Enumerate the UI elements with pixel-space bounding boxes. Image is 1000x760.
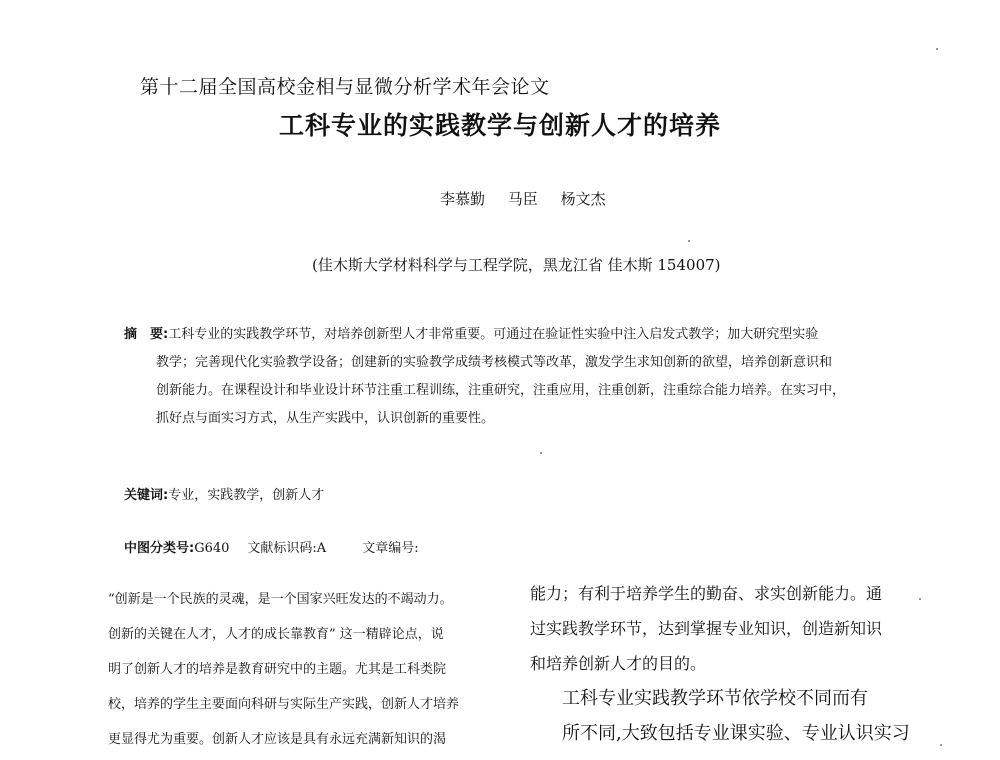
classification-info <box>124 537 419 556</box>
abstract <box>124 321 924 433</box>
author-list <box>440 188 624 209</box>
scan-speck <box>919 598 921 600</box>
affiliation: (佳木斯大学材料科学与工程学院，黑龙江省 佳木斯 154007) <box>312 256 721 274</box>
doc-code-value: A <box>316 541 327 556</box>
abstract-label: 摘 要: <box>124 327 169 342</box>
body-column-right <box>530 576 930 751</box>
scan-speck <box>540 452 542 454</box>
keywords-label: 关键词: <box>124 488 169 503</box>
author-name: 李慕勤 <box>440 190 486 208</box>
scan-speck <box>688 240 690 242</box>
abstract-line: 抓好点与面实习方式，从生产实践中，认识创新的重要性。 <box>156 411 495 426</box>
keywords <box>124 484 324 503</box>
body-line: 更显得尤为重要。创新人才应该是具有永远充满新知识的渴 <box>108 732 447 747</box>
body-line: “创新是一个民族的灵魂，是一个国家兴旺发达的不竭动力。 <box>108 592 453 607</box>
article-no-label: 文章编号: <box>362 541 419 556</box>
scan-speck <box>940 744 942 746</box>
body-column-left <box>108 582 508 757</box>
abstract-line: 教学；完善现代化实验教学设备；创建新的实验教学成绩考核模式等改革，激发学生求知创新的欲望，培养创新意识和 <box>156 355 833 370</box>
scan-speck <box>936 48 938 50</box>
body-line: 能力；有利于培养学生的勤奋、求实创新能力。通 <box>530 584 883 603</box>
body-line: 和培养创新人才的目的。 <box>530 654 707 673</box>
author-name: 马臣 <box>507 190 538 208</box>
abstract-text: 工科专业的实践教学环节，对培养创新型人才非常重要。可通过在验证性实验中注入启发式教学；加大研究型实验 <box>168 327 819 342</box>
body-line: 过实践教学环节，达到掌握专业知识，创造新知识 <box>530 619 883 638</box>
body-paragraph-line: 所不同,大致包括专业课实验、专业认识实习 <box>562 723 910 744</box>
doc-code-label: 文献标识码: <box>247 541 317 556</box>
abstract-line: 创新能力。在课程设计和毕业设计环节注重工程训练，注重研究，注重应用，注重创新，注重综合能力培养。在实习中， <box>156 383 846 398</box>
body-line: 明了创新人才的培养是教育研究中的主题。尤其是工科类院 <box>108 662 447 677</box>
body-line: 创新的关键在人才，人才的成长靠教育” 这一精辟论点，说 <box>108 627 444 642</box>
conference-header: 第十二届全国高校金相与显微分析学术年会论文 <box>140 76 550 98</box>
clc-label: 中图分类号: <box>124 541 195 556</box>
author-name: 杨文杰 <box>560 190 606 208</box>
abstract-line <box>124 321 924 349</box>
body-paragraph-line: 工科专业实践教学环节依学校不同而有 <box>562 688 868 709</box>
paper-title: 工科专业的实践教学与创新人才的培养 <box>278 111 721 140</box>
clc-value: G640 <box>194 541 230 556</box>
body-line: 校，培养的学生主要面向科研与实际生产实践，创新人才培养 <box>108 697 460 712</box>
keywords-value: 专业，实践教学，创新人才 <box>168 488 325 503</box>
